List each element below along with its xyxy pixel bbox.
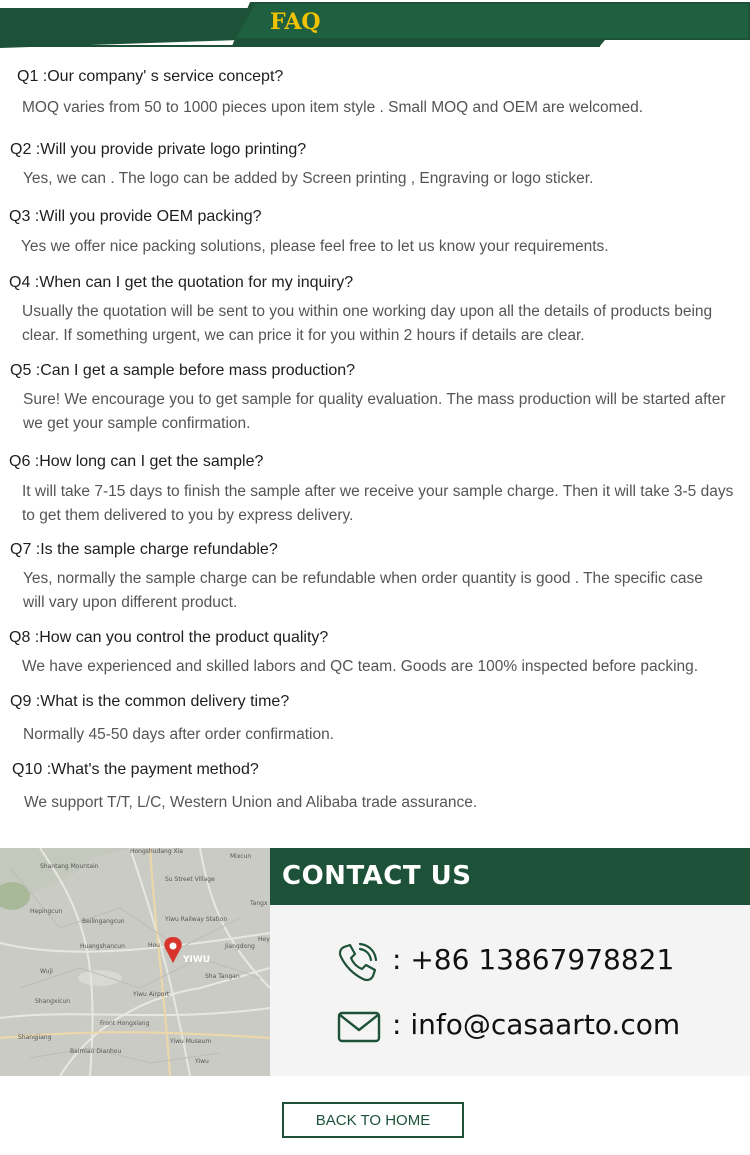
contact-email-address: : info@casaarto.com <box>392 1008 681 1041</box>
map-label: Mixcun <box>230 853 252 860</box>
faq-answer-7-line-2: will vary upon different product. <box>23 594 238 611</box>
faq-answer-9: Normally 45-50 days after order confirmation. <box>23 726 334 743</box>
faq-question-3: Q3 :Will you provide OEM packing? <box>9 208 262 225</box>
map-label: Hongshudang Xia <box>130 848 183 855</box>
contact-phone[interactable] <box>336 941 736 985</box>
faq-question-7: Q7 :Is the sample charge refundable? <box>10 541 278 558</box>
faq-question-9: Q9 :What is the common delivery time? <box>10 693 290 710</box>
map-label: Front Hongxiang <box>100 1020 150 1027</box>
map-label: Su Street Village <box>165 876 215 883</box>
map-label: Beilingangcun <box>82 918 125 925</box>
contact-phone-number: : +86 13867978821 <box>392 943 675 976</box>
map-roads <box>0 848 270 1076</box>
map-label: Hou <box>148 942 160 949</box>
faq-question-10: Q10 :What's the payment method? <box>12 761 259 778</box>
map-label: Huangshancun <box>80 943 125 950</box>
map-pin-label: YIWU <box>183 955 211 965</box>
map-label: Yiwu Airport <box>133 991 170 998</box>
faq-answer-6-line-2: to get them delivered to you by express delivery. <box>22 507 354 524</box>
contact-panel <box>270 848 750 1076</box>
map-label: Sha Tangan <box>205 973 240 980</box>
map-label: Yiwu Museum <box>170 1038 212 1045</box>
map-label: Shangxicun <box>35 998 71 1005</box>
location-map[interactable] <box>0 848 270 1076</box>
faq-question-4: Q4 :When can I get the quotation for my inquiry? <box>9 274 354 291</box>
contact-email[interactable] <box>336 1006 736 1050</box>
map-label: Yiwu <box>195 1058 209 1065</box>
faq-banner <box>0 0 750 48</box>
map-label: Tangx <box>250 900 268 907</box>
map-label: Yiwu Railway Station <box>165 916 228 923</box>
contact-section <box>0 848 750 1076</box>
map-label: Wuji <box>40 968 53 975</box>
map-label: Shantang Mountain <box>40 863 99 870</box>
contact-header <box>270 848 750 905</box>
map-label: Hey <box>258 936 270 943</box>
faq-answer-2: Yes, we can . The logo can be added by Screen printing , Engraving or logo sticker. <box>23 170 594 187</box>
faq-question-5: Q5 :Can I get a sample before mass production? <box>10 362 356 379</box>
faq-answer-4-line-2: clear. If something urgent, we can price it for you within 2 hours if details are clear. <box>22 327 585 344</box>
faq-title: FAQ <box>270 9 321 35</box>
faq-question-2: Q2 :Will you provide private logo printing? <box>10 141 307 158</box>
faq-question-6: Q6 :How long can I get the sample? <box>9 453 264 470</box>
map-label: Shangjiang <box>18 1034 52 1041</box>
faq-question-1: Q1 :Our company' s service concept? <box>17 68 284 85</box>
map-label: Jiangdong <box>225 943 255 950</box>
faq-answer-1: MOQ varies from 50 to 1000 pieces upon item style . Small MOQ and OEM are welcomed. <box>22 99 644 116</box>
back-to-home-button[interactable]: BACK TO HOME <box>282 1102 464 1138</box>
faq-answer-5-line-1: Sure! We encourage you to get sample for quality evaluation. The mass production will be started after <box>23 391 726 408</box>
phone-icon <box>336 941 380 985</box>
faq-answer-3: Yes we offer nice packing solutions, please feel free to let us know your requirements. <box>21 238 609 255</box>
map-label: Baimiao Dianhou <box>70 1048 122 1055</box>
map-label: Hepingcun <box>30 908 63 915</box>
faq-answer-6-line-1: It will take 7-15 days to finish the sample after we receive your sample charge. Then it will take 3-5 days <box>22 483 734 500</box>
faq-question-8: Q8 :How can you control the product quality? <box>9 629 329 646</box>
faq-answer-8: We have experienced and skilled labors and QC team. Goods are 100% inspected before packing. <box>22 658 699 675</box>
faq-banner-shape <box>0 0 750 48</box>
contact-title: CONTACT US <box>282 861 472 891</box>
faq-answer-7-line-1: Yes, normally the sample charge can be refundable when order quantity is good . The specific case <box>23 570 703 587</box>
envelope-icon <box>336 1006 382 1046</box>
faq-answer-5-line-2: we get your sample confirmation. <box>23 415 251 432</box>
faq-answer-10: We support T/T, L/C, Western Union and Alibaba trade assurance. <box>24 794 478 811</box>
faq-answer-4-line-1: Usually the quotation will be sent to you within one working day upon all the details of products being <box>22 303 713 320</box>
